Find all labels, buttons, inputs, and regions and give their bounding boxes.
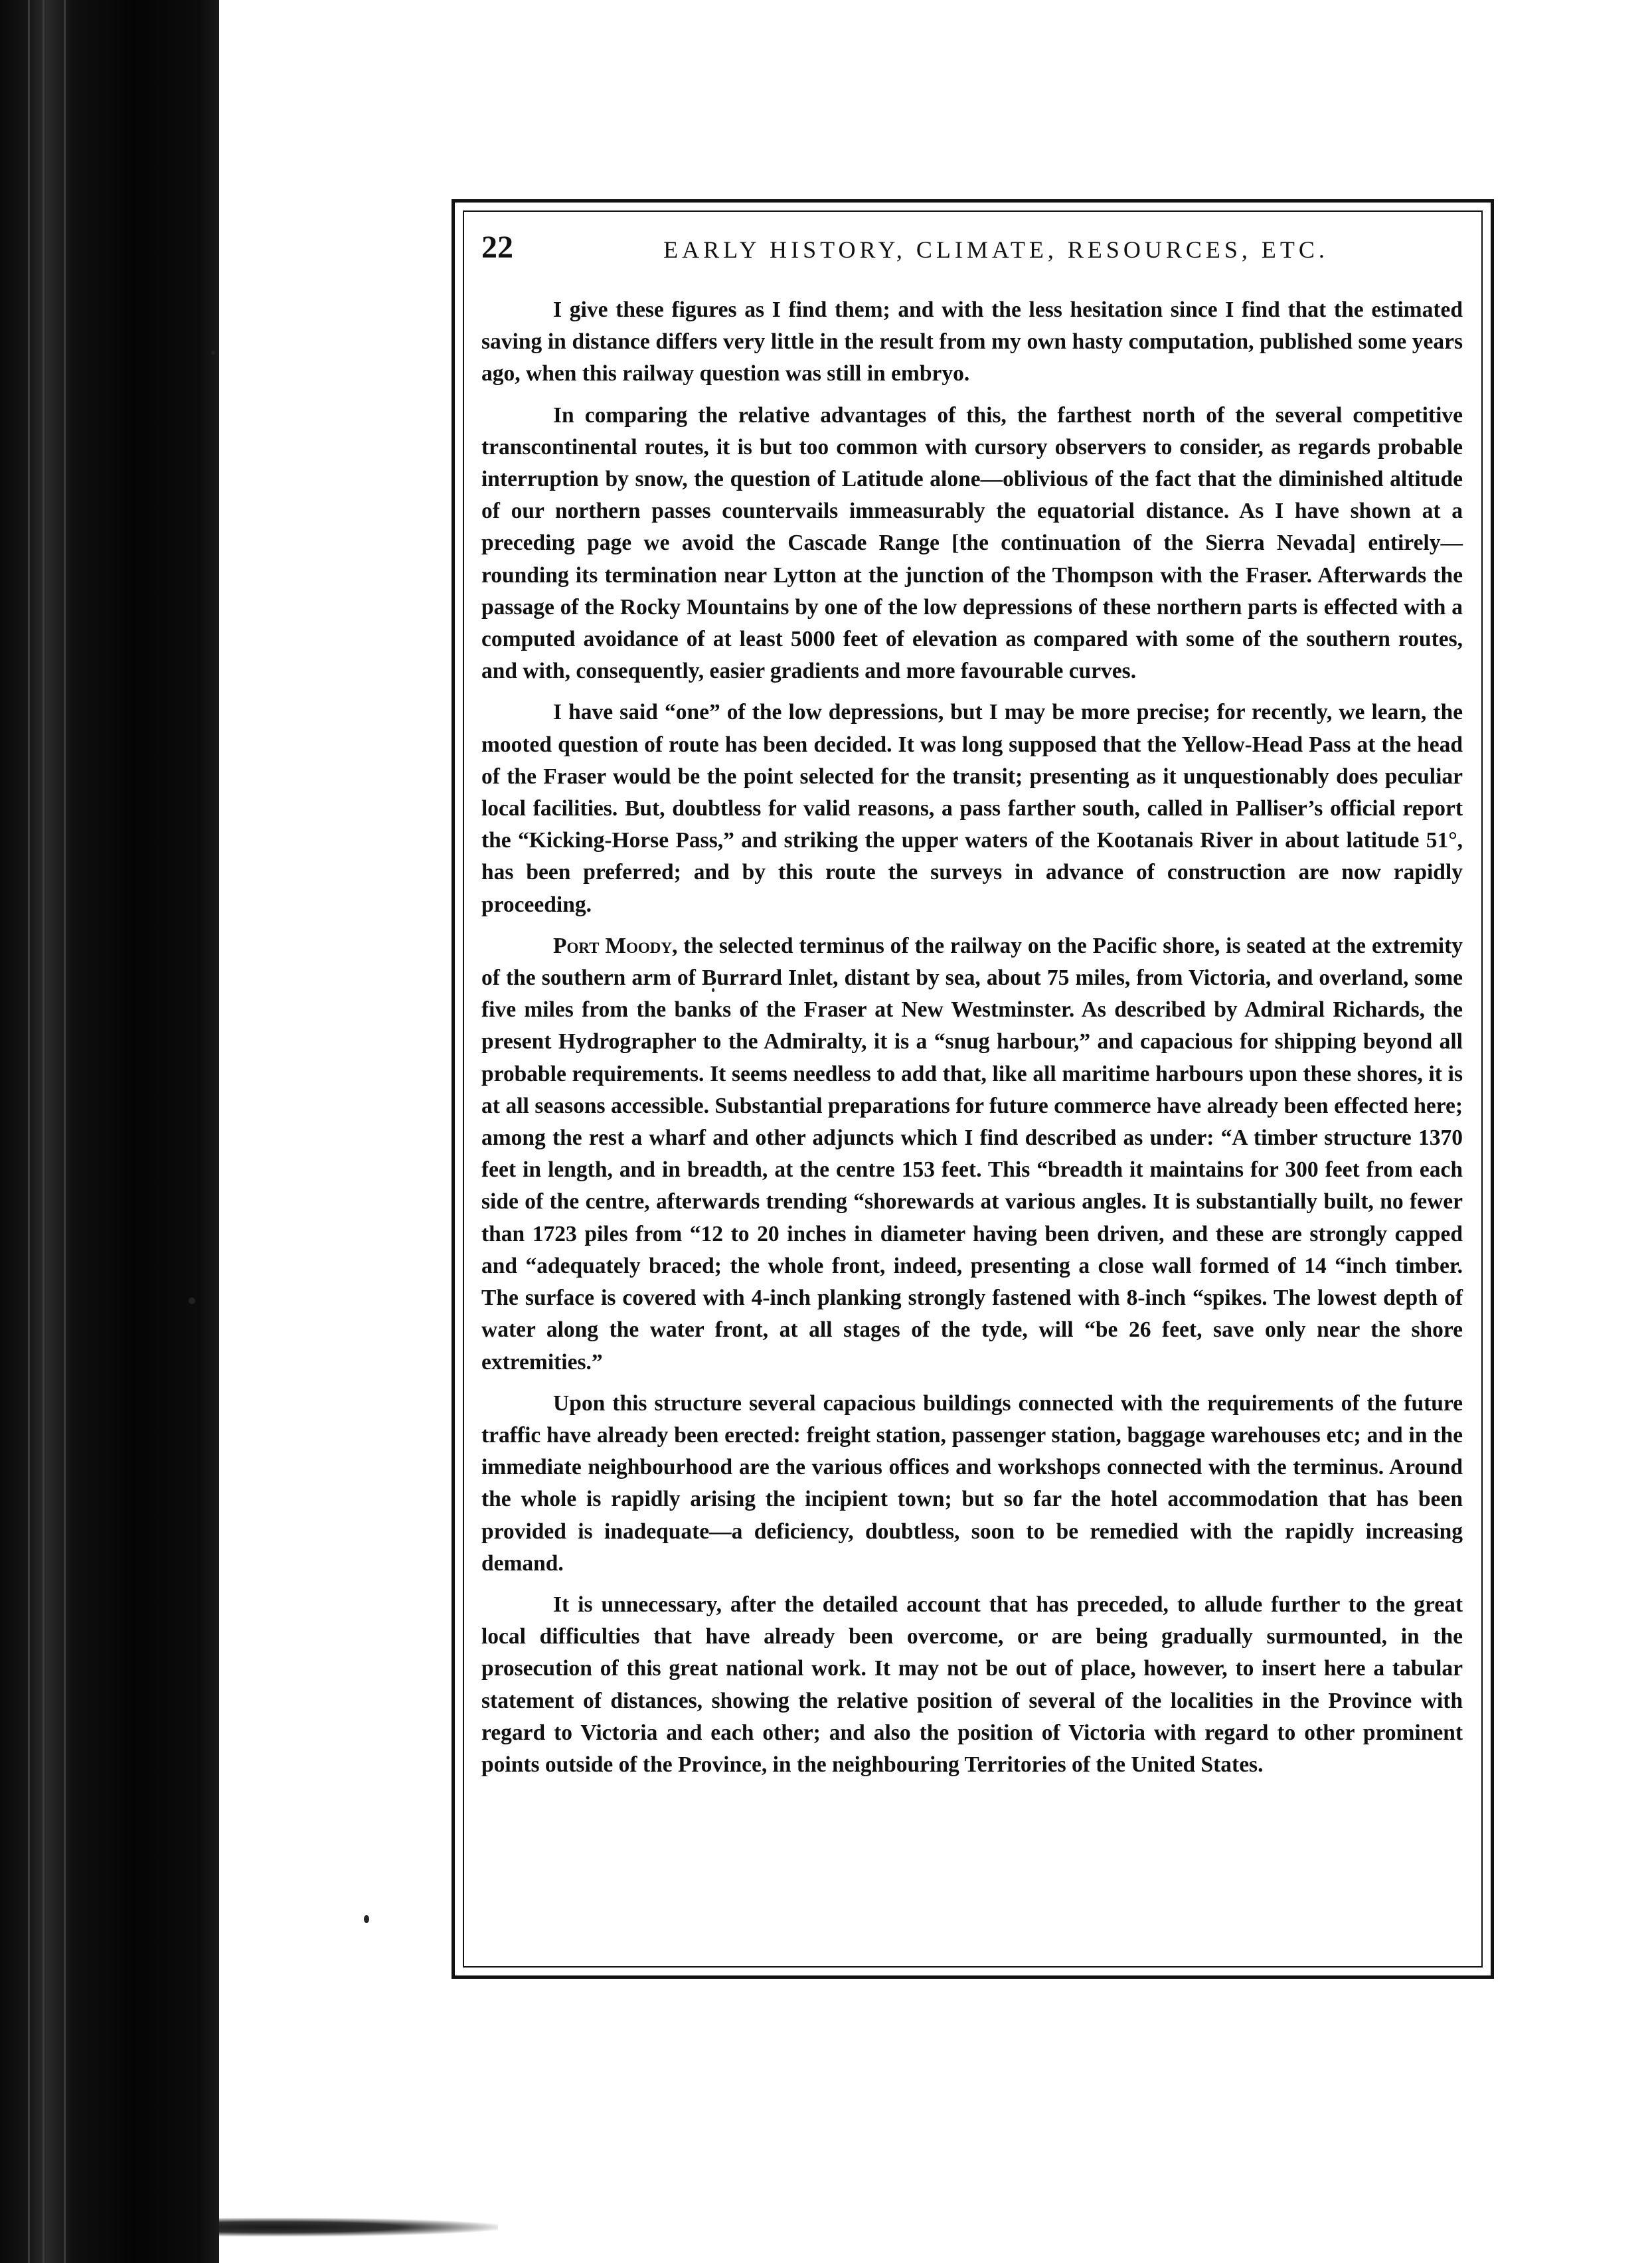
scanner-edge xyxy=(0,0,219,2263)
page-number: 22 xyxy=(481,230,513,265)
scan-speck xyxy=(364,1915,369,1923)
scan-streak xyxy=(28,0,30,2263)
page-frame xyxy=(452,199,1494,1979)
paragraph: It is unnecessary, after the detailed account that has preceded, to allude further to the great local difficulties that have already been overcome, or are being gradually surmounted, in the prosecution of this great national work. It may not be out of place, however, to insert here a tabular statement of distances, showing the relative position of several of the localities in the Province with regard to Victoria and each other; and also the position of Victoria with regard to other prominent points outside of the Province, in the neighbouring Territories of the United States. xyxy=(481,1592,1463,1777)
paragraph: In comparing the relative advantages of this, the farthest north of the several competitive transcontinental routes, it is but too common with cursory observers to consider, as regards probable interruption by snow, the question of Latitude alone—oblivious of the fact that the diminished altitude of our northern passes countervails immeasurably the equatorial distance. As I have shown at a preceding page we avoid the Cascade Range [the continuation of the Sierra Nevada] entirely—rounding its termination near Lytton at the junction of the Thompson with the Fraser. Afterwards the passage of the Rocky Mountains by one of the low depressions of these northern parts is effected with a computed avoidance of at least 5000 feet of elevation as compared with some of the southern routes, and with, consequently, easier gradients and more favourable curves. xyxy=(481,402,1463,684)
running-head-title: EARLY HISTORY, CLIMATE, RESOURCES, ETC. xyxy=(663,236,1329,263)
scan-streak xyxy=(64,0,66,2263)
running-head xyxy=(481,229,1464,269)
paragraph-lead-in: Port Moody xyxy=(553,933,673,958)
paragraph xyxy=(481,930,1463,1379)
paragraph: I give these figures as I find them; and with the less hesitation since I find that the estimated saving in distance differs very little in the result from my own hasty computation, published some years ago, when this railway question was still in embryo. xyxy=(481,297,1463,386)
scan-speck xyxy=(189,1298,195,1304)
scan-streak xyxy=(42,0,44,2263)
scan-speck xyxy=(211,351,215,355)
paragraph: I have said “one” of the low depressions, but I may be more precise; for recently, we learn, the mooted question of route has been decided. It was long supposed that the Yellow-Head Pass at the head of the Fraser would be the point selected for the transit; presenting as it unquestionably does peculiar local facilities. But, doubtless for valid reasons, a pass farther south, called in Palliser’s official report the “Kicking-Horse Pass,” and striking the upper waters of the Kootanais River in about latitude 51°, has been preferred; and by this route the surveys in advance of construction are now rapidly proceeding. xyxy=(481,700,1463,917)
scan-blot xyxy=(219,2218,498,2236)
body-text xyxy=(481,294,1463,1790)
paragraph-text: , the selected terminus of the railway on the Pacific shore, is seated at the extremity of the southern arm of Burrard Inlet, distant by sea, about 75 miles, from Victoria, and overland, some five miles from the banks of the Fraser at New Westminster. As described by Admiral Richards, the present Hydrographer to the Admiralty, it is a “snug harbour,” and capacious for shipping beyond all probable requirements. It seems needless to add that, like all maritime harbours upon these shores, it is at all seasons accessible. Substantial preparations for future commerce have already been effected here; among the rest a wharf and other adjuncts which I find described as under: “A timber structure 1370 feet in length, and in breadth, at the centre 153 feet. This “breadth it maintains for 300 feet from each side of the centre, afterwards trending “shorewards at various angles. It is substantially built, no fewer than 1723 piles from “12 to 20 inches in diameter having been driven, and these are strongly capped and “adequately braced; the whole front, indeed, presenting a close wall formed of 14 “inch timber. The surface is covered with 4-inch planking strongly fastened with 8-inch “spikes. The lowest depth of water along the water front, at all stages of the tyde, will “be 26 feet, save only near the shore extremities.” xyxy=(481,933,1463,1375)
paragraph: Upon this structure several capacious buildings connected with the requirements of the future traffic have already been erected: freight station, passenger station, baggage warehouses etc; and in the immediate neighbourhood are the various offices and workshops connected with the terminus. Around the whole is rapidly arising the incipient town; but so far the hotel accommodation that has been provided is inadequate—a deficiency, doubtless, soon to be remedied with the rapidly increasing demand. xyxy=(481,1390,1463,1576)
